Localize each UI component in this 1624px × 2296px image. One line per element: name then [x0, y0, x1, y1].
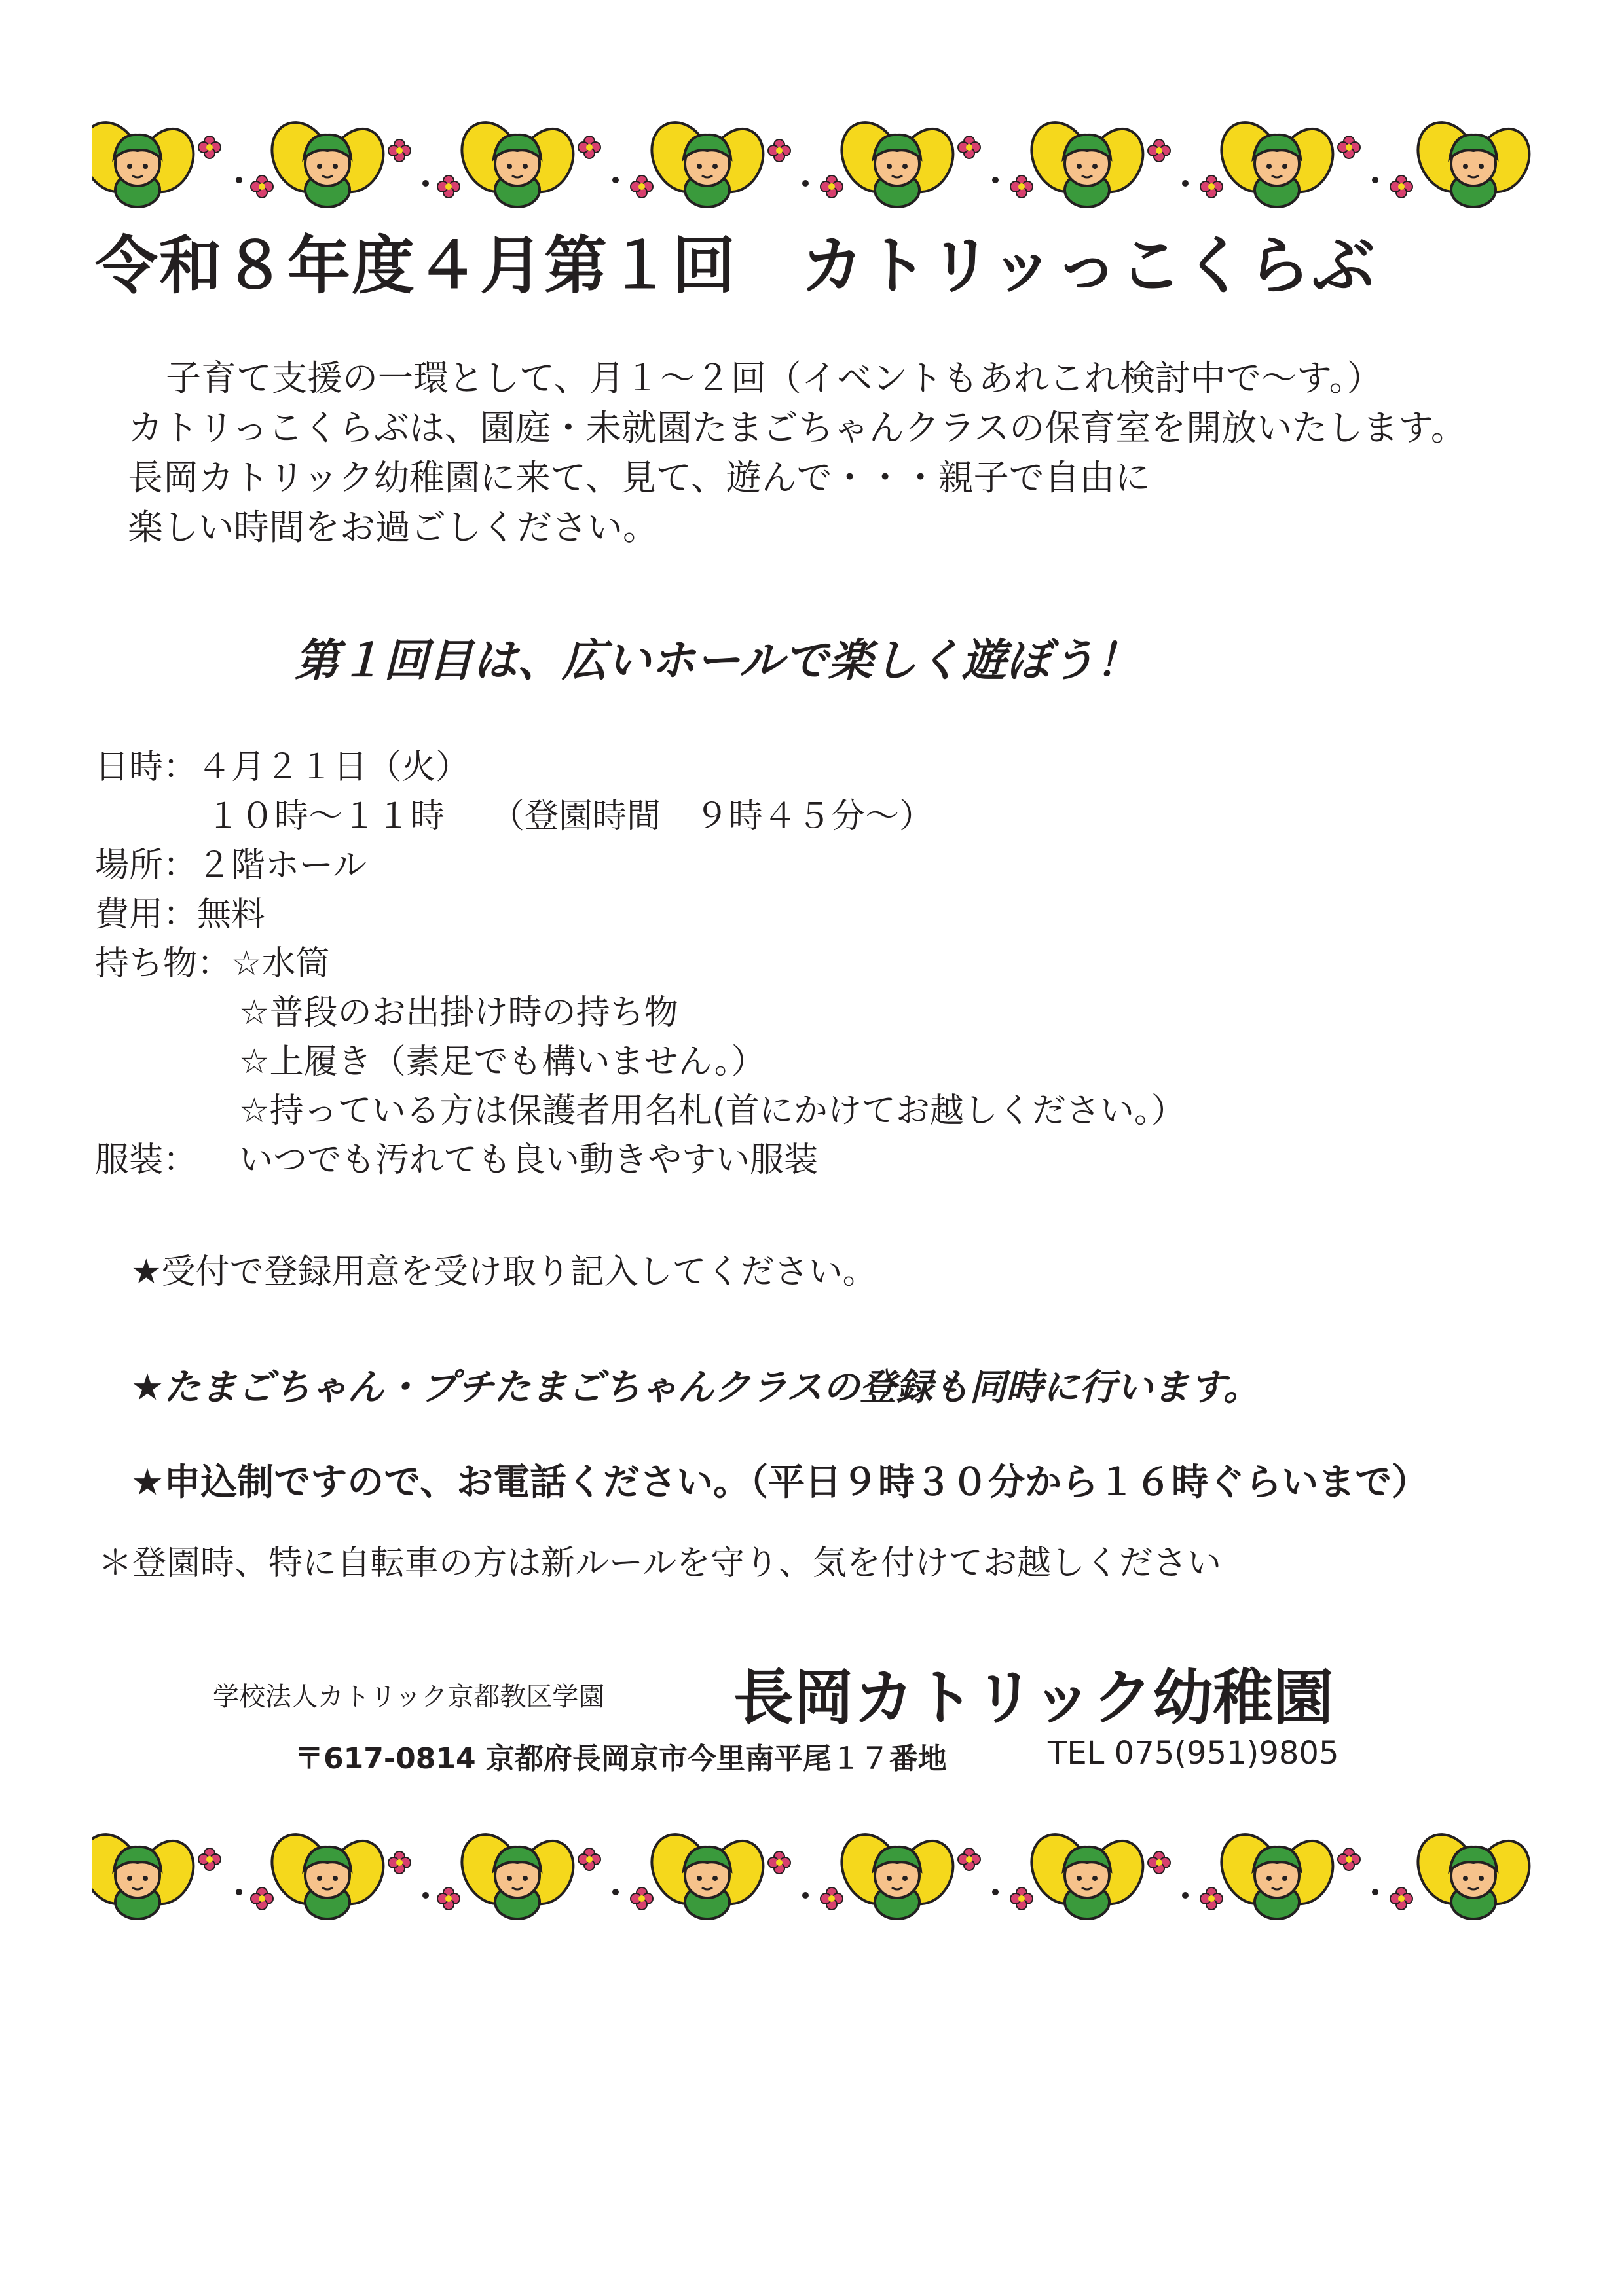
- fairy-border-bottom: [92, 1827, 1532, 1925]
- place-value: ２階ホール: [197, 846, 367, 885]
- event-heading: 第１回目は、広いホールで楽しく遊ぼう！: [295, 635, 1140, 687]
- intro-paragraph: [128, 354, 1466, 553]
- clothing-value: いつでも汚れても良い動きやすい服装: [239, 1140, 819, 1180]
- fee-label: 費用：: [95, 895, 198, 934]
- fairy-border-icon: [92, 115, 1532, 213]
- clothing-row: [95, 1136, 1185, 1185]
- place-label: 場所：: [95, 846, 198, 885]
- intro-line: 楽しい時間をお過ごしください。: [128, 507, 658, 548]
- clothing-label: 服装：: [95, 1140, 198, 1180]
- phone-number: TEL 075(951)9805: [1048, 1735, 1339, 1772]
- items-row: [95, 1038, 1185, 1087]
- reception-note: ★受付で登録用意を受け取り記入してください。: [131, 1252, 877, 1292]
- item: ☆水筒: [231, 944, 330, 983]
- items-label: 持ち物：: [95, 944, 232, 983]
- items-row: [95, 989, 1185, 1038]
- organization-name: 長岡カトリック幼稚園: [733, 1663, 1334, 1733]
- fairy-border-icon: [92, 1827, 1532, 1925]
- fairy-border-top: [92, 115, 1532, 213]
- fee-value: 無料: [197, 895, 266, 934]
- registration-note: ★たまごちゃん・プチたまごちゃんクラスの登録も同時に行います。: [131, 1366, 1261, 1409]
- application-note: ★申込制ですので、お電話ください。（平日９時３０分から１６時ぐらいまで）: [131, 1461, 1429, 1504]
- date-label: 日時：: [95, 748, 198, 787]
- time-row: [95, 792, 1185, 841]
- date-value: ４月２１日（火）: [197, 748, 470, 787]
- intro-line: カトリっこくらぶは、園庭・未就園たまごちゃんクラスの保育室を開放いたします。: [128, 407, 1466, 448]
- items-row: [95, 1087, 1185, 1136]
- intro-line: 長岡カトリック幼稚園に来て、見て、遊んで・・・親子で自由に: [128, 457, 1151, 498]
- arrival-time-value: （登園時間 ９時４５分～）: [490, 797, 934, 836]
- item: ☆持っている方は保護者用名札(首にかけてお越しください。）: [239, 1091, 1185, 1131]
- address: 〒617-0814 京都府長岡京市今里南平尾１７番地: [295, 1742, 947, 1776]
- bicycle-note: ＊登園時、特に自転車の方は新ルールを守り、気を付けてお越しください: [98, 1544, 1221, 1583]
- place-row: [95, 841, 1185, 890]
- page-title: 令和８年度４月第１回 カトリッっこくらぶ: [95, 229, 1376, 302]
- date-row: [95, 743, 1185, 792]
- time-value: １０時～１１時: [206, 797, 445, 836]
- event-details: [95, 743, 1185, 1185]
- item: ☆普段のお出掛け時の持ち物: [239, 993, 678, 1032]
- organization-legal-name: 学校法人カトリック京都教区学園: [213, 1682, 605, 1712]
- items-row: [95, 939, 1185, 989]
- fee-row: [95, 890, 1185, 939]
- intro-line: 子育て支援の一環として、月１～２回（イベントもあれこれ検討中で～す。）: [166, 357, 1382, 399]
- item: ☆上履き（素足でも構いません。）: [239, 1042, 766, 1082]
